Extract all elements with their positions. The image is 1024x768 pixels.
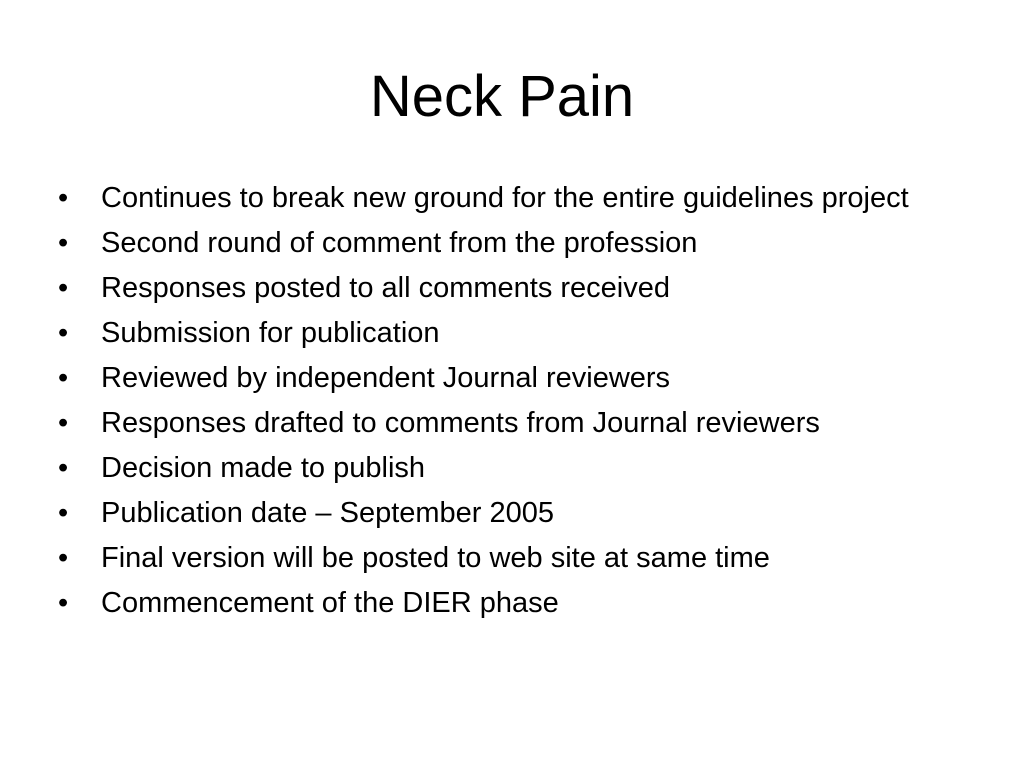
- bullet-dot: •: [58, 407, 69, 439]
- bullet-item: [58, 225, 958, 261]
- bullet-dot: •: [58, 362, 69, 394]
- bullet-list: [58, 180, 958, 630]
- bullet-text: Reviewed by independent Journal reviewers: [101, 362, 671, 394]
- bullet-text: Second round of comment from the profession: [101, 227, 698, 259]
- bullet-item: [58, 405, 958, 441]
- bullet-text: Commencement of the DIER phase: [101, 587, 559, 619]
- bullet-text: Final version will be posted to web site at same time: [101, 542, 770, 574]
- bullet-item: [58, 540, 958, 576]
- bullet-text: Responses posted to all comments received: [101, 272, 671, 304]
- bullet-dot: •: [58, 452, 69, 484]
- bullet-dot: •: [58, 317, 69, 349]
- bullet-item: [58, 585, 958, 621]
- bullet-dot: •: [58, 182, 69, 214]
- bullet-item: [58, 495, 958, 531]
- bullet-dot: •: [58, 542, 69, 574]
- bullet-text: Decision made to publish: [101, 452, 426, 484]
- slide-title: Neck Pain: [369, 64, 635, 129]
- bullet-dot: •: [58, 272, 69, 304]
- bullet-item: [58, 360, 958, 396]
- bullet-item: [58, 270, 958, 306]
- bullet-dot: •: [58, 227, 69, 259]
- bullet-item: [58, 180, 958, 216]
- bullet-item: [58, 450, 958, 486]
- bullet-item: [58, 315, 958, 351]
- bullet-text: Submission for publication: [101, 317, 440, 349]
- bullet-dot: •: [58, 497, 69, 529]
- bullet-text: Responses drafted to comments from Journal reviewers: [101, 407, 820, 439]
- bullet-text: Continues to break new ground for the entire guidelines project: [101, 182, 909, 214]
- bullet-dot: •: [58, 587, 69, 619]
- bullet-text: Publication date – September 2005: [101, 497, 555, 529]
